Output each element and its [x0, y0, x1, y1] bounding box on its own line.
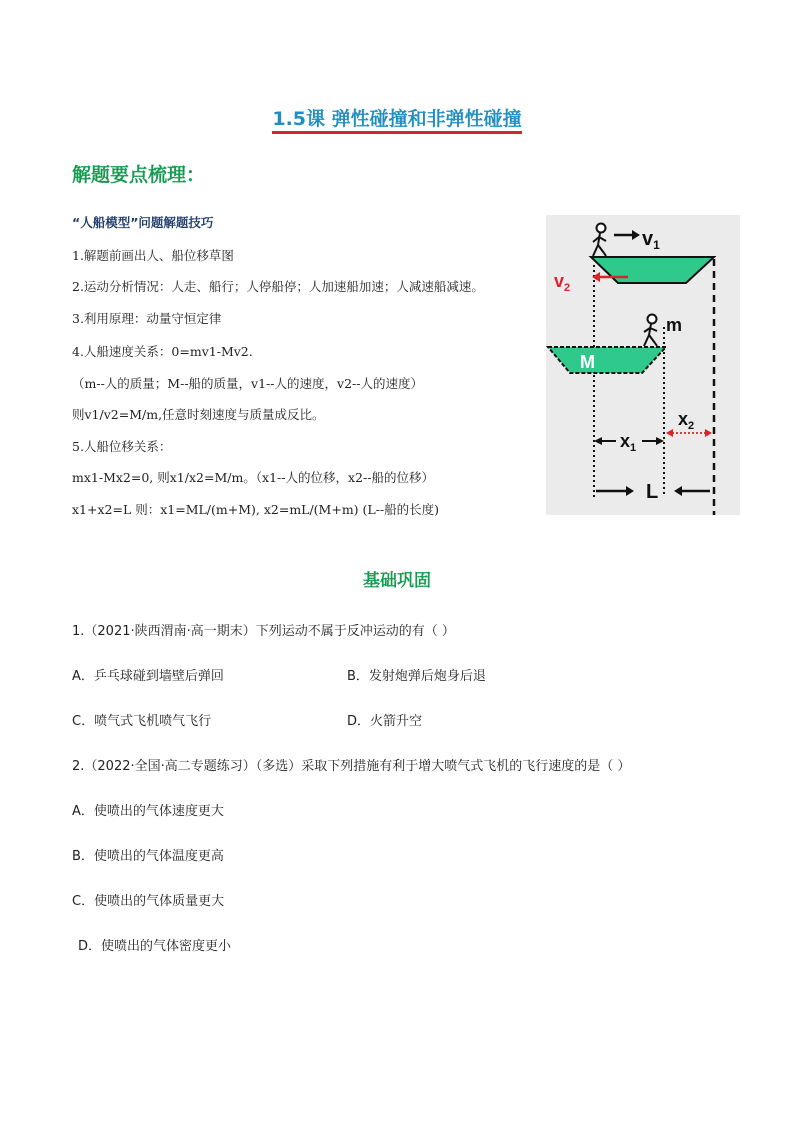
key-point-line-1: 1.解题前画出人、船位移草图: [72, 248, 234, 263]
v1-label: $v_1$: [642, 228, 660, 252]
key-points-subheading: “人船模型”问题解题技巧: [72, 215, 214, 230]
L-arrowhead-right: [674, 486, 682, 496]
q1-option-c: C．喷气式飞机喷气飞行: [72, 714, 212, 729]
x2-arrowhead-right: [705, 429, 712, 437]
q1-option-d: D．火箭升空: [347, 714, 423, 729]
key-point-line-9: x1+x2=L 则：x1=ML/(m+M), x2=mL/(M+m) (L--船的长度): [72, 502, 440, 517]
x1-label: $x_1$: [620, 431, 637, 454]
key-points-heading: 解题要点梳理：: [72, 164, 206, 186]
x2-arrowhead-left: [666, 429, 673, 437]
key-point-line-3: 3.利用原理：动量守恒定律: [72, 311, 222, 326]
v2-label: $v_2$: [554, 271, 571, 294]
q1-stem: 1.（2021·陕西渭南·高一期末）下列运动不属于反冲运动的有（ ）: [72, 624, 455, 639]
key-point-line-5: （m--人的质量；M--船的质量，v1--人的速度，v2--人的速度）: [72, 376, 423, 391]
key-point-line-6: 则v1/v2=M/m,任意时刻速度与质量成反比。: [72, 407, 325, 422]
x1-arrowhead-left: [594, 437, 602, 445]
q2-option-a: A．使喷出的气体速度更大: [72, 804, 224, 819]
upper-boat: [591, 257, 714, 283]
page-title: 1.5课 弹性碰撞和非弹性碰撞: [0, 104, 794, 131]
lower-boat: [548, 347, 666, 373]
person-boat-svg: [546, 215, 740, 515]
key-point-line-8: mx1-Mx2=0, 则x1/x2=M/m。（x1--人的位移，x2--船的位移）: [72, 470, 434, 485]
q2-option-d: D．使喷出的气体密度更小: [78, 939, 232, 954]
v1-arrowhead: [632, 230, 640, 240]
key-point-line-7: 5.人船位移关系：: [72, 439, 172, 454]
q1-option-b: B．发射炮弹后炮身后退: [347, 669, 486, 684]
upper-person-icon: [593, 224, 606, 257]
q2-option-b: B．使喷出的气体温度更高: [72, 849, 224, 864]
person-mass-label: m: [666, 315, 683, 335]
q1-option-a: A．乒乓球碰到墙壁后弹回: [72, 669, 224, 684]
L-label: L: [646, 481, 659, 503]
key-point-line-2: 2.运动分析情况：人走、船行；人停船停；人加速船加速；人减速船减速。: [72, 279, 484, 294]
section-heading-basic: 基础巩固: [363, 571, 431, 591]
x2-label: $x_2$: [678, 409, 695, 432]
boat-mass-label: M: [580, 352, 595, 372]
key-point-line-4: 4.人船速度关系：0=mv1-Mv2.: [72, 344, 253, 359]
person-boat-diagram: [546, 215, 740, 515]
lower-person-icon: [644, 315, 657, 347]
q2-stem: 2.（2022·全国·高二专题练习）（多选）采取下列措施有利于增大喷气式飞机的飞行速度的是（ ）: [72, 759, 631, 774]
x1-arrowhead-right: [656, 437, 664, 445]
L-arrowhead-left: [626, 486, 634, 496]
q2-option-c: C．使喷出的气体质量更大: [72, 894, 225, 909]
